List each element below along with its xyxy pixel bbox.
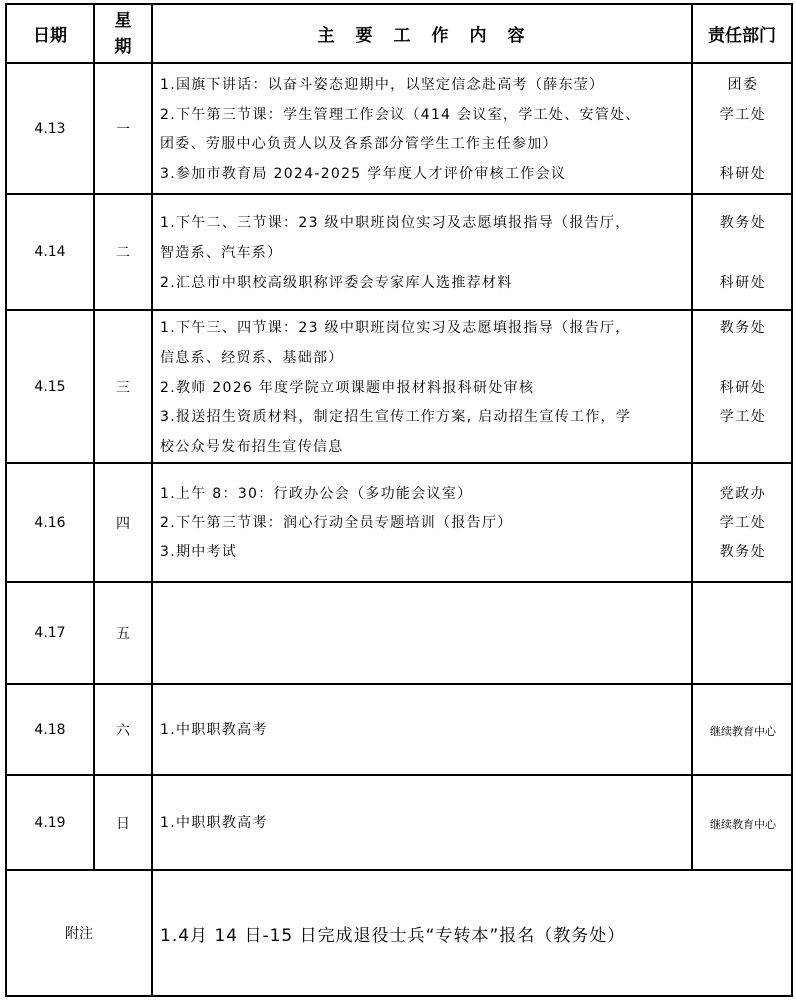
- department-value: 学工处: [719, 107, 767, 123]
- weekday-value: 日: [116, 815, 130, 832]
- weekday-value: 一: [116, 121, 130, 138]
- header-content: [153, 5, 691, 62]
- department-value: 团委: [727, 77, 759, 93]
- row-content: [160, 212, 690, 302]
- task-line: 2.教师 2026 年度学院立项课题申报材料报科研处审核: [160, 380, 535, 396]
- date-value: 4.13: [34, 120, 66, 137]
- header-content-label: 主 要 工 作 内 容: [317, 26, 527, 46]
- row-date: [7, 776, 93, 869]
- weekday-value: 四: [116, 515, 130, 532]
- department-value: 科研处: [719, 380, 767, 396]
- row-weekday: [95, 64, 151, 193]
- row-content: [160, 317, 690, 457]
- col-divider: [151, 3, 153, 997]
- row-weekday: [95, 311, 151, 462]
- department-value: 学工处: [719, 409, 767, 425]
- task-line: 智造系、汽车系）: [160, 245, 283, 261]
- task-line: 1.下午三、四节课：23 级中职班岗位实习及志愿填报指导（报告厅，: [160, 320, 631, 336]
- task-line: 1.上午 8：30：行政办公会（多功能会议室）: [160, 486, 473, 502]
- task-line: 信息系、经贸系、基础部）: [160, 350, 344, 366]
- task-line: 1.中职职教高考: [160, 722, 268, 738]
- task-line: 团委、劳服中心负责人以及各系部分管学生工作主任参加）: [160, 136, 558, 152]
- note-label-text: 附注: [65, 926, 93, 942]
- department-value: 党政办: [719, 486, 767, 502]
- task-line: 2.下午第三节课：学生管理工作会议（414 会议室，学工处、安管处、: [160, 107, 641, 123]
- row-content: [160, 74, 690, 186]
- department-value: 继续教育中心: [710, 725, 776, 738]
- header-date-label: 日期: [33, 26, 67, 46]
- department-value: 教务处: [719, 320, 767, 336]
- row-date: [7, 464, 93, 581]
- department-value: 科研处: [719, 166, 767, 182]
- row-weekday: [95, 464, 151, 581]
- task-line: 2.下午第三节课：润心行动全员专题培训（报告厅）: [160, 515, 513, 531]
- row-content: [160, 483, 690, 563]
- row-date: [7, 64, 93, 193]
- row-date: [7, 583, 93, 683]
- col-divider: [691, 3, 693, 871]
- date-value: 4.15: [34, 378, 66, 395]
- weekday-value: 二: [116, 245, 130, 261]
- department-value: 学工处: [719, 515, 767, 531]
- date-value: 4.16: [34, 514, 66, 531]
- row-weekday: [95, 195, 151, 309]
- task-line: 3.报送招生资质材料，制定招生宣传工作方案, 启动招生宣传工作，学: [160, 409, 632, 425]
- weekday-value: 三: [116, 379, 130, 396]
- row-weekday: [95, 583, 151, 683]
- department-value: 教务处: [719, 215, 767, 231]
- date-value: 4.14: [34, 244, 66, 260]
- row-date: [7, 195, 93, 309]
- note-label: [7, 871, 151, 995]
- task-line: 1.国旗下讲话：以奋斗姿态迎期中，以坚定信念赴高考（薛东莹）: [160, 77, 605, 93]
- task-line: 1.中职职教高考: [160, 815, 268, 831]
- header-department: [693, 5, 791, 62]
- department-value: 教务处: [719, 544, 767, 560]
- department-value: 继续教育中心: [710, 818, 776, 831]
- task-line: 3.参加市教育局 2024-2025 学年度人才评价审核工作会议: [160, 166, 567, 182]
- task-line: 校公众号发布招生宣传信息: [160, 439, 344, 455]
- date-value: 4.17: [34, 625, 66, 641]
- date-value: 4.19: [34, 814, 66, 831]
- header-weekday: [95, 5, 151, 62]
- table-border-bottom: [5, 995, 793, 997]
- weekday-value: 六: [116, 722, 130, 739]
- task-line: 2.汇总市中职校高级职称评委会专家库人选推荐材料: [160, 275, 513, 291]
- header-department-label: 责任部门: [708, 26, 776, 46]
- date-value: 4.18: [34, 721, 66, 738]
- row-content: [160, 719, 690, 743]
- row-date: [7, 685, 93, 774]
- task-line: 3.期中考试: [160, 544, 238, 560]
- header-weekday-label-2: 期: [114, 36, 132, 57]
- row-content: [160, 812, 690, 836]
- note-content: [160, 871, 690, 995]
- department-value: 科研处: [719, 275, 767, 291]
- weekday-value: 五: [116, 626, 130, 642]
- row-weekday: [95, 776, 151, 869]
- row-weekday: [95, 685, 151, 774]
- task-line: 1.下午二、三节课：23 级中职班岗位实习及志愿填报指导（报告厅，: [160, 215, 631, 231]
- header-date: [7, 5, 93, 62]
- row-date: [7, 311, 93, 462]
- note-text: 1.4月 14 日-15 日完成退役士兵“专转本”报名（教务处）: [160, 925, 626, 946]
- header-weekday-label-1: 星: [114, 10, 132, 31]
